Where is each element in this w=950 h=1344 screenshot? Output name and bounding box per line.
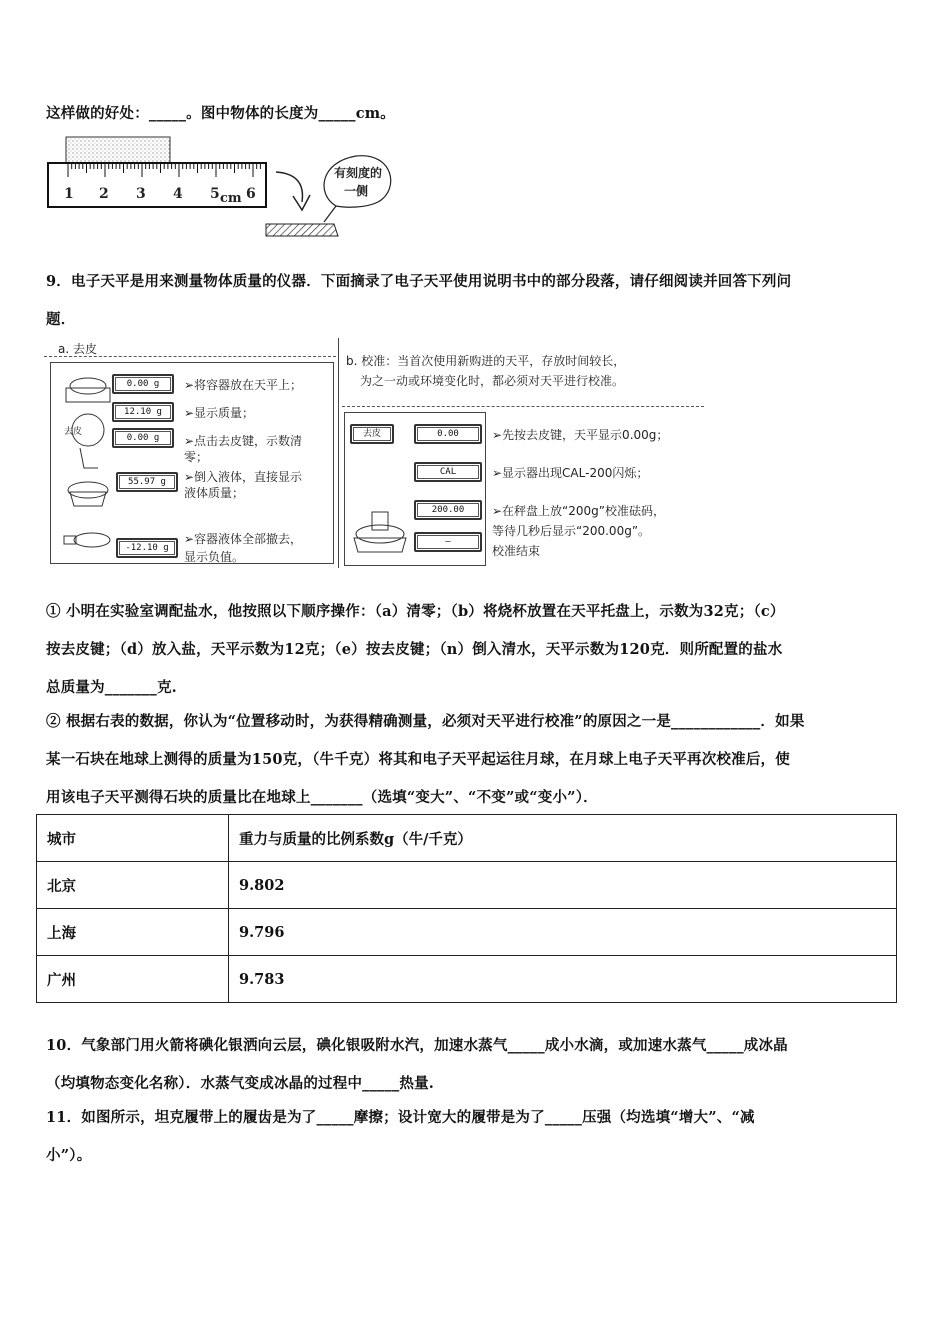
manual-left-title: a. 去皮 xyxy=(58,342,97,356)
tick-label: 1 xyxy=(64,186,74,202)
table-row xyxy=(37,909,897,956)
table-cell-city: 广州 xyxy=(37,956,229,1003)
display-5: -12.10 g xyxy=(116,538,178,558)
cal-display-3: 200.00 xyxy=(414,500,482,520)
q9-part2-line1: ② 根据右表的数据，你认为“位置移动时，为获得精确测量，必须对天平进行校准”的原因之一是____________．如果 xyxy=(46,713,805,730)
q9-stem-line2: 题． xyxy=(46,311,76,328)
right-step-2: ➢显示器出现CAL-200闪烁； xyxy=(492,466,649,480)
display-2: 12.10 g xyxy=(112,402,174,422)
table-header-g: 重力与质量的比例系数g（牛/千克） xyxy=(229,815,897,862)
tick-label: 3 xyxy=(136,186,146,202)
table-header-row xyxy=(37,815,897,862)
tick-label: 6 xyxy=(246,186,256,202)
tare-button-right: 去皮 xyxy=(350,424,394,444)
table-cell-city: 上海 xyxy=(37,909,229,956)
q11-line1: 11．如图所示，坦克履带上的履齿是为了_____摩擦；设计宽大的履带是为了_____压强（均选填“增大”、“减 xyxy=(46,1109,755,1126)
right-step-4: 校准结束 xyxy=(492,544,541,558)
right-step-3: ➢在秤盘上放“200g”校准砝码， xyxy=(492,504,666,518)
right-step-1: ➢先按去皮键，天平显示0.00g； xyxy=(492,428,669,442)
measured-object xyxy=(66,137,170,163)
ruler-unit: cm xyxy=(220,191,242,206)
q11-line2: 小”）。 xyxy=(46,1147,92,1164)
cal-display-1: 0.00 xyxy=(414,424,482,444)
q9-part1-line3: 总质量为_______克. xyxy=(46,679,177,696)
q9-part2-line3: 用该电子天平测得石块的质量比在地球上_______（选填“变大”、“不变”或“变小”）． xyxy=(46,789,598,806)
table-cell-city: 北京 xyxy=(37,862,229,909)
table-cell-g: 9.783 xyxy=(229,956,897,1003)
tare-button-label: 去皮 xyxy=(64,427,83,437)
q9-part1-line2: 按去皮键；（d）放入盐，天平示数为12克；（e）按去皮键；（n）倒入清水，天平示数为120克．则所配置的盐水 xyxy=(46,641,783,658)
display-3: 0.00 g xyxy=(112,428,174,448)
q9-stem-line1: 9．电子天平是用来测量物体质量的仪器．下面摘录了电子天平使用说明书中的部分段落，请仔细阅读并回答下列问 xyxy=(46,273,792,290)
q9-part1-line1: ① 小明在实验室调配盐水，他按照以下顺序操作：（a）清零；（b）将烧杯放置在天平托盘上，示数为32克；（c） xyxy=(46,603,785,620)
left-step-3b: 零； xyxy=(184,450,209,464)
left-step-1: ➢将容器放在天平上； xyxy=(184,378,303,392)
left-step-4: ➢倒入液体，直接显示 xyxy=(184,470,303,484)
balance-sketches xyxy=(58,368,118,558)
table-header-city: 城市 xyxy=(37,815,229,862)
tick-label: 2 xyxy=(99,186,109,202)
table-row xyxy=(37,956,897,1003)
tick-label: 4 xyxy=(173,186,183,202)
table-cell-g: 9.796 xyxy=(229,909,897,956)
bubble-text-1: 有刻度的 xyxy=(334,166,383,180)
manual-right-intro-1: b. 校准：当首次使用新购进的天平，存放时间较长， xyxy=(346,354,626,368)
display-1: 0.00 g xyxy=(112,374,174,394)
left-step-4b: 液体质量； xyxy=(184,486,245,500)
right-step-3b: 等待几秒后显示“200.00g”。 xyxy=(492,524,651,538)
ruler-figure xyxy=(44,132,404,242)
display-4: 55.97 g xyxy=(116,472,178,492)
cal-display-4: — xyxy=(414,532,482,552)
q10-line2: （均填物态变化名称）．水蒸气变成冰晶的过程中_____热量. xyxy=(46,1075,435,1092)
q8-text: 这样做的好处：_____。图中物体的长度为_____cm。 xyxy=(46,105,395,122)
table-row xyxy=(37,862,897,909)
left-step-3: ➢点击去皮键，示数清 xyxy=(184,434,303,448)
q10-line1: 10．气象部门用火箭将碘化银洒向云层，碘化银吸附水汽，加速水蒸气_____成小水滴，或加速水蒸气_____成冰晶 xyxy=(46,1037,788,1054)
left-step-2: ➢显示质量； xyxy=(184,406,255,420)
q9-part2-line2: 某一石块在地球上测得的质量为150克，（牛千克）将其和电子天平起运往月球，在月球上电子天平再次校准后，使 xyxy=(46,751,790,768)
manual-right-intro-2: 为之一动或环境变化时，都必须对天平进行校准。 xyxy=(360,374,625,388)
left-step-5: ➢容器液体全部撤去， xyxy=(184,532,303,546)
left-step-5b: 显示负值。 xyxy=(184,550,245,564)
table-cell-g: 9.802 xyxy=(229,862,897,909)
calibration-balance-sketch xyxy=(348,498,412,558)
bubble-text-2: 一侧 xyxy=(344,184,369,198)
ruler-side-view xyxy=(266,224,338,236)
cal-display-2: CAL xyxy=(414,462,482,482)
gravity-table xyxy=(36,814,897,1003)
manual-figure xyxy=(44,338,704,570)
tick-label: 5 xyxy=(210,186,220,202)
